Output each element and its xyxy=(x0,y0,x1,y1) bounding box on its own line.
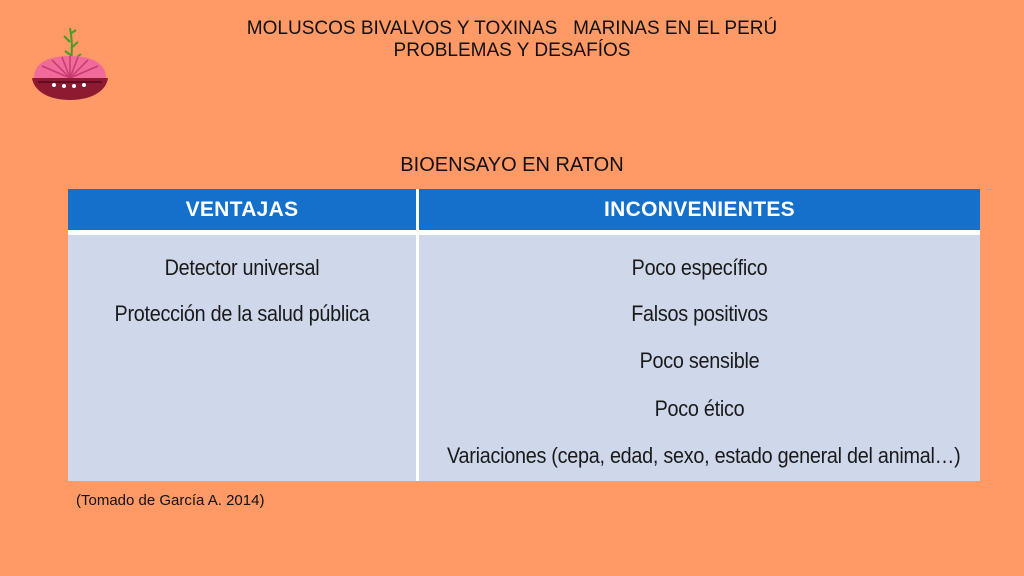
table-caption: BIOENSAYO EN RATON xyxy=(400,154,624,176)
inconveniente-item: Poco ético xyxy=(654,396,745,421)
inconveniente-item: Variaciones (cepa, edad, sexo, estado general del animal…) xyxy=(447,443,961,468)
comparison-table xyxy=(68,189,980,481)
title-line-2: PROBLEMAS Y DESAFÍOS xyxy=(393,40,631,61)
source-citation: (Tomado de García A. 2014) xyxy=(76,492,265,509)
clam-icon xyxy=(28,24,112,106)
column-header-inconvenientes: INCONVENIENTES xyxy=(419,189,980,230)
ventajas-cell xyxy=(68,235,416,481)
title-line-1: MOLUSCOS BIVALVOS Y TOXINAS MARINAS EN EL PERÚ xyxy=(246,18,778,39)
ventaja-item: Protección de la salud pública xyxy=(114,301,370,326)
inconvenientes-cell xyxy=(419,235,980,481)
column-header-ventajas: VENTAJAS xyxy=(68,189,416,230)
slide-title xyxy=(150,18,874,62)
inconveniente-item: Poco sensible xyxy=(639,348,760,373)
inconveniente-item: Falsos positivos xyxy=(631,301,768,326)
ventaja-item: Detector universal xyxy=(164,255,320,280)
inconveniente-item: Poco específico xyxy=(631,255,768,280)
